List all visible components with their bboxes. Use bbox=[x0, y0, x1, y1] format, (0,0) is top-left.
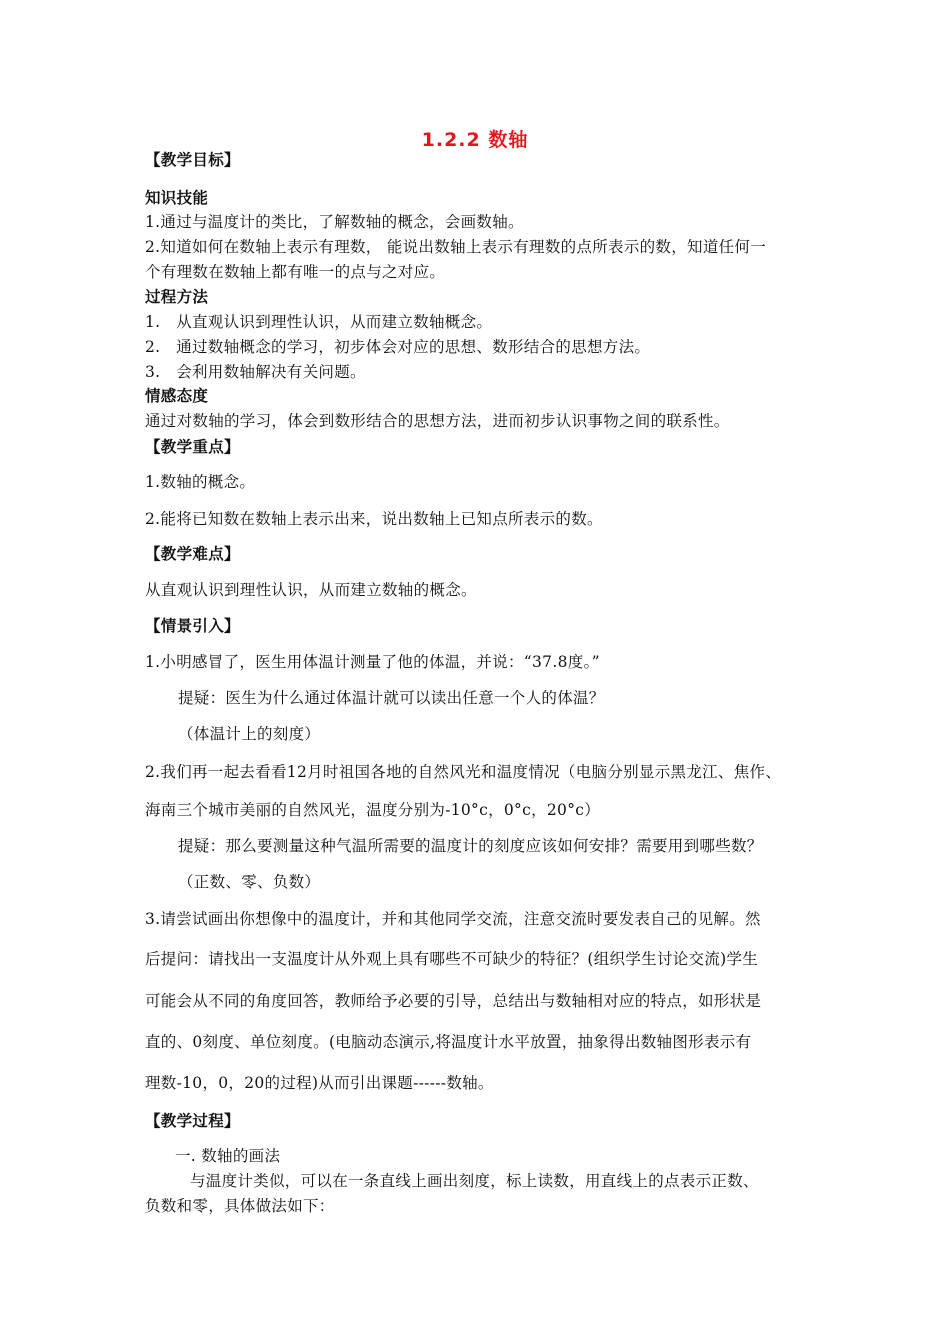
skills-line-2: 2.知道如何在数轴上表示有理数， 能说出数轴上表示有理数的点所表示的数，知道任何一 bbox=[145, 238, 767, 256]
heading-process-methods: 过程方法 bbox=[145, 288, 209, 306]
process-main-line-3: 负数和零，具体做法如下： bbox=[145, 1197, 335, 1215]
intro-line-5: 海南三个城市美丽的自然风光，温度分别为-10°c，0°c，20°c） bbox=[145, 801, 601, 819]
process-line-2: 2. 通过数轴概念的学习，初步体会对应的思想、数形结合的思想方法。 bbox=[145, 338, 651, 356]
heading-teaching-process: 【教学过程】 bbox=[145, 1112, 240, 1130]
intro-line-12: 理数-10，0，20的过程)从而引出课题------数轴。 bbox=[145, 1074, 494, 1092]
heading-teaching-goals: 【教学目标】 bbox=[145, 151, 240, 169]
difficulty-text: 从直观认识到理性认识，从而建立数轴的概念。 bbox=[145, 581, 477, 599]
heading-key-points: 【教学重点】 bbox=[145, 438, 240, 456]
heading-knowledge-skills: 知识技能 bbox=[145, 189, 209, 207]
heading-intro: 【情景引入】 bbox=[145, 617, 240, 635]
key-point-1: 1.数轴的概念。 bbox=[145, 473, 256, 491]
intro-line-7: （正数、零、负数） bbox=[178, 873, 321, 891]
heading-emotion-attitude: 情感态度 bbox=[145, 387, 209, 405]
page-title: 1.2.2 数轴 bbox=[421, 129, 529, 151]
process-line-1: 1. 从直观认识到理性认识，从而建立数轴概念。 bbox=[145, 313, 493, 331]
intro-line-6: 提疑：那么要测量这种气温所需要的温度计的刻度应该如何安排？需要用到哪些数？ bbox=[178, 837, 763, 855]
process-main-line-1: 一. 数轴的画法 bbox=[175, 1147, 281, 1165]
intro-line-9: 后提问：请找出一支温度计从外观上具有哪些不可缺少的特征？(组织学生讨论交流)学生 bbox=[145, 950, 759, 968]
intro-line-10: 可能会从不同的角度回答，教师给予必要的引导，总结出与数轴相对应的特点，如形状是 bbox=[145, 992, 762, 1010]
key-point-2: 2.能将已知数在数轴上表示出来，说出数轴上已知点所表示的数。 bbox=[145, 510, 603, 528]
intro-line-11: 直的、0刻度、单位刻度。(电脑动态演示,将温度计水平放置，抽象得出数轴图形表示有 bbox=[145, 1033, 752, 1051]
skills-line-3: 个有理数在数轴上都有唯一的点与之对应。 bbox=[145, 263, 446, 281]
process-line-3: 3. 会利用数轴解决有关问题。 bbox=[145, 363, 366, 381]
intro-line-3: （体温计上的刻度） bbox=[178, 725, 321, 743]
emotion-text: 通过对数轴的学习，体会到数形结合的思想方法，进而初步认识事物之间的联系性。 bbox=[145, 412, 730, 430]
heading-difficulty: 【教学难点】 bbox=[145, 545, 240, 563]
intro-line-8: 3.请尝试画出你想像中的温度计，并和其他同学交流，注意交流时要发表自己的见解。然 bbox=[145, 910, 761, 928]
skills-line-1: 1.通过与温度计的类比，了解数轴的概念，会画数轴。 bbox=[145, 213, 524, 231]
intro-line-4: 2.我们再一起去看看12月时祖国各地的自然风光和温度情况（电脑分别显示黑龙江、焦作、 bbox=[145, 763, 782, 781]
intro-line-1: 1.小明感冒了，医生用体温计测量了他的体温，并说：“37.8度。” bbox=[145, 653, 600, 671]
process-main-line-2: 与温度计类似，可以在一条直线上画出刻度，标上读数，用直线上的点表示正数、 bbox=[190, 1172, 759, 1190]
intro-line-2: 提疑：医生为什么通过体温计就可以读出任意一个人的体温？ bbox=[178, 689, 605, 707]
